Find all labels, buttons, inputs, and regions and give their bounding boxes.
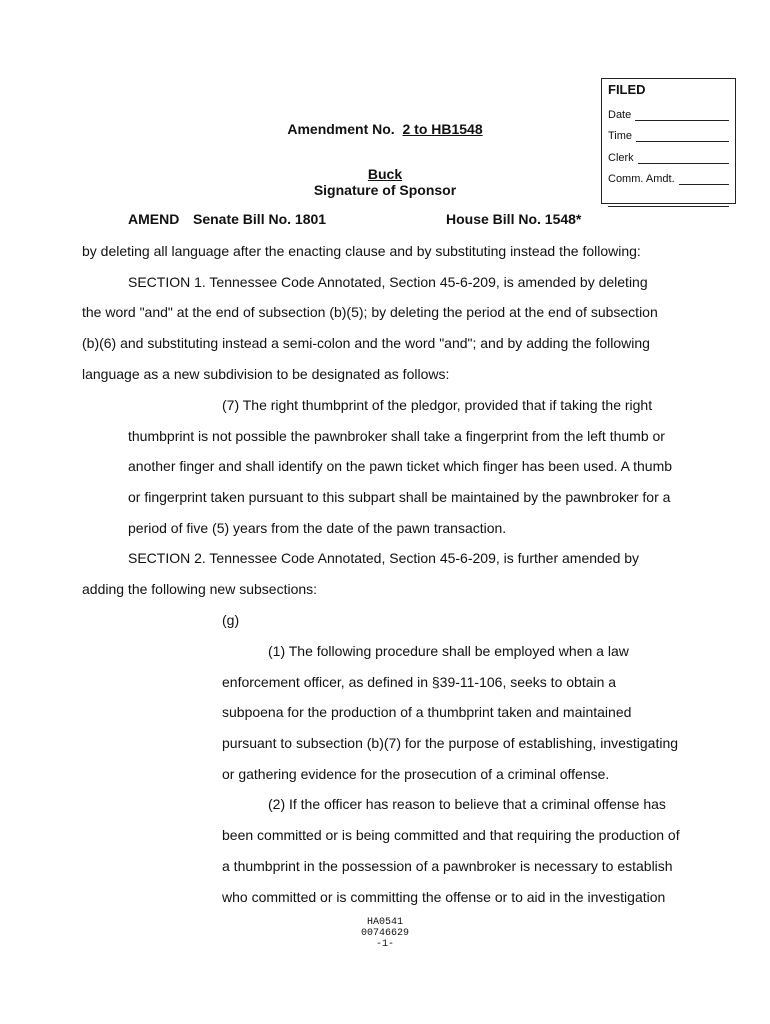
body-line: (7) The right thumbprint of the pledgor, provided that if taking the right xyxy=(222,397,653,413)
filed-comm-label: Comm. Amdt. xyxy=(608,173,675,185)
body-line: adding the following new subsections: xyxy=(82,581,318,597)
body-line: (g) xyxy=(222,612,240,628)
filed-date-row xyxy=(608,99,729,121)
filed-date-label: Date xyxy=(608,108,632,121)
filed-blank-row xyxy=(608,185,729,207)
body-line: language as a new subdivision to be designated as follows: xyxy=(82,366,450,382)
filed-comm-line xyxy=(679,174,729,185)
body-line: SECTION 2. Tennessee Code Annotated, Section 45-6-209, is further amended by xyxy=(128,550,640,566)
body-line: or gathering evidence for the prosecution of a criminal offense. xyxy=(222,766,610,782)
body-line: subpoena for the production of a thumbprint taken and maintained xyxy=(222,704,632,720)
footer-block xyxy=(300,917,470,950)
amend-label: AMEND xyxy=(128,211,180,227)
filed-time-line xyxy=(636,131,729,142)
body-line: a thumbprint in the possession of a pawnbroker is necessary to establish xyxy=(222,858,673,874)
sponsor-name: Buck xyxy=(367,166,403,182)
body-line: the word "and" at the end of subsection (b)(5); by deleting the period at the end of subsection xyxy=(82,304,658,320)
body-line: been committed or is being committed and that requiring the production of xyxy=(222,827,680,843)
body-line: or fingerprint taken pursuant to this subpart shall be maintained by the pawnbroker for a xyxy=(128,489,671,505)
filed-box xyxy=(601,78,736,204)
house-bill: House Bill No. 1548* xyxy=(446,211,582,227)
filed-time-label: Time xyxy=(608,130,633,142)
footer-code: HA0541 xyxy=(366,917,403,928)
body-line: another finger and shall identify on the pawn ticket which finger has been used. A thumb xyxy=(128,458,673,474)
body-line: thumbprint is not possible the pawnbroker shall take a fingerprint from the left thumb or xyxy=(128,428,665,444)
sponsor-label: Signature of Sponsor xyxy=(313,182,457,198)
filed-clerk-label: Clerk xyxy=(608,151,634,164)
page-number: -1- xyxy=(375,939,394,950)
body-line: SECTION 1. Tennessee Code Annotated, Section 45-6-209, is amended by deleting xyxy=(128,274,648,290)
filed-clerk-line xyxy=(638,153,729,164)
footer-number: 00746629 xyxy=(360,928,409,939)
filed-comm-row xyxy=(608,164,729,186)
filed-clerk-row xyxy=(608,142,729,164)
amendment-prefix: Amendment No. xyxy=(287,121,395,137)
body-line: who committed or is committing the offense or to aid in the investigation xyxy=(222,889,666,905)
filed-title: FILED xyxy=(608,82,646,97)
amendment-number: 2 to HB1548 xyxy=(402,121,483,137)
senate-bill: Senate Bill No. 1801 xyxy=(193,211,327,227)
body-line: (2) If the officer has reason to believe that a criminal offense has xyxy=(268,796,666,812)
amendment-heading xyxy=(230,121,540,137)
body-line: period of five (5) years from the date of the pawn transaction. xyxy=(128,520,507,536)
body-line: pursuant to subsection (b)(7) for the purpose of establishing, investigating xyxy=(222,735,679,751)
body-line: enforcement officer, as defined in §39-11-106, seeks to obtain a xyxy=(222,674,617,690)
body-line: (b)(6) and substituting instead a semi-colon and the word "and"; and by adding the following xyxy=(82,335,650,351)
body-line: by deleting all language after the enacting clause and by substituting instead the following: xyxy=(82,243,641,259)
body-line: (1) The following procedure shall be employed when a law xyxy=(268,643,629,659)
filed-time-row xyxy=(608,121,729,143)
sponsor-block xyxy=(230,166,540,198)
filed-date-line xyxy=(635,110,729,121)
filed-blank-line xyxy=(608,196,729,207)
